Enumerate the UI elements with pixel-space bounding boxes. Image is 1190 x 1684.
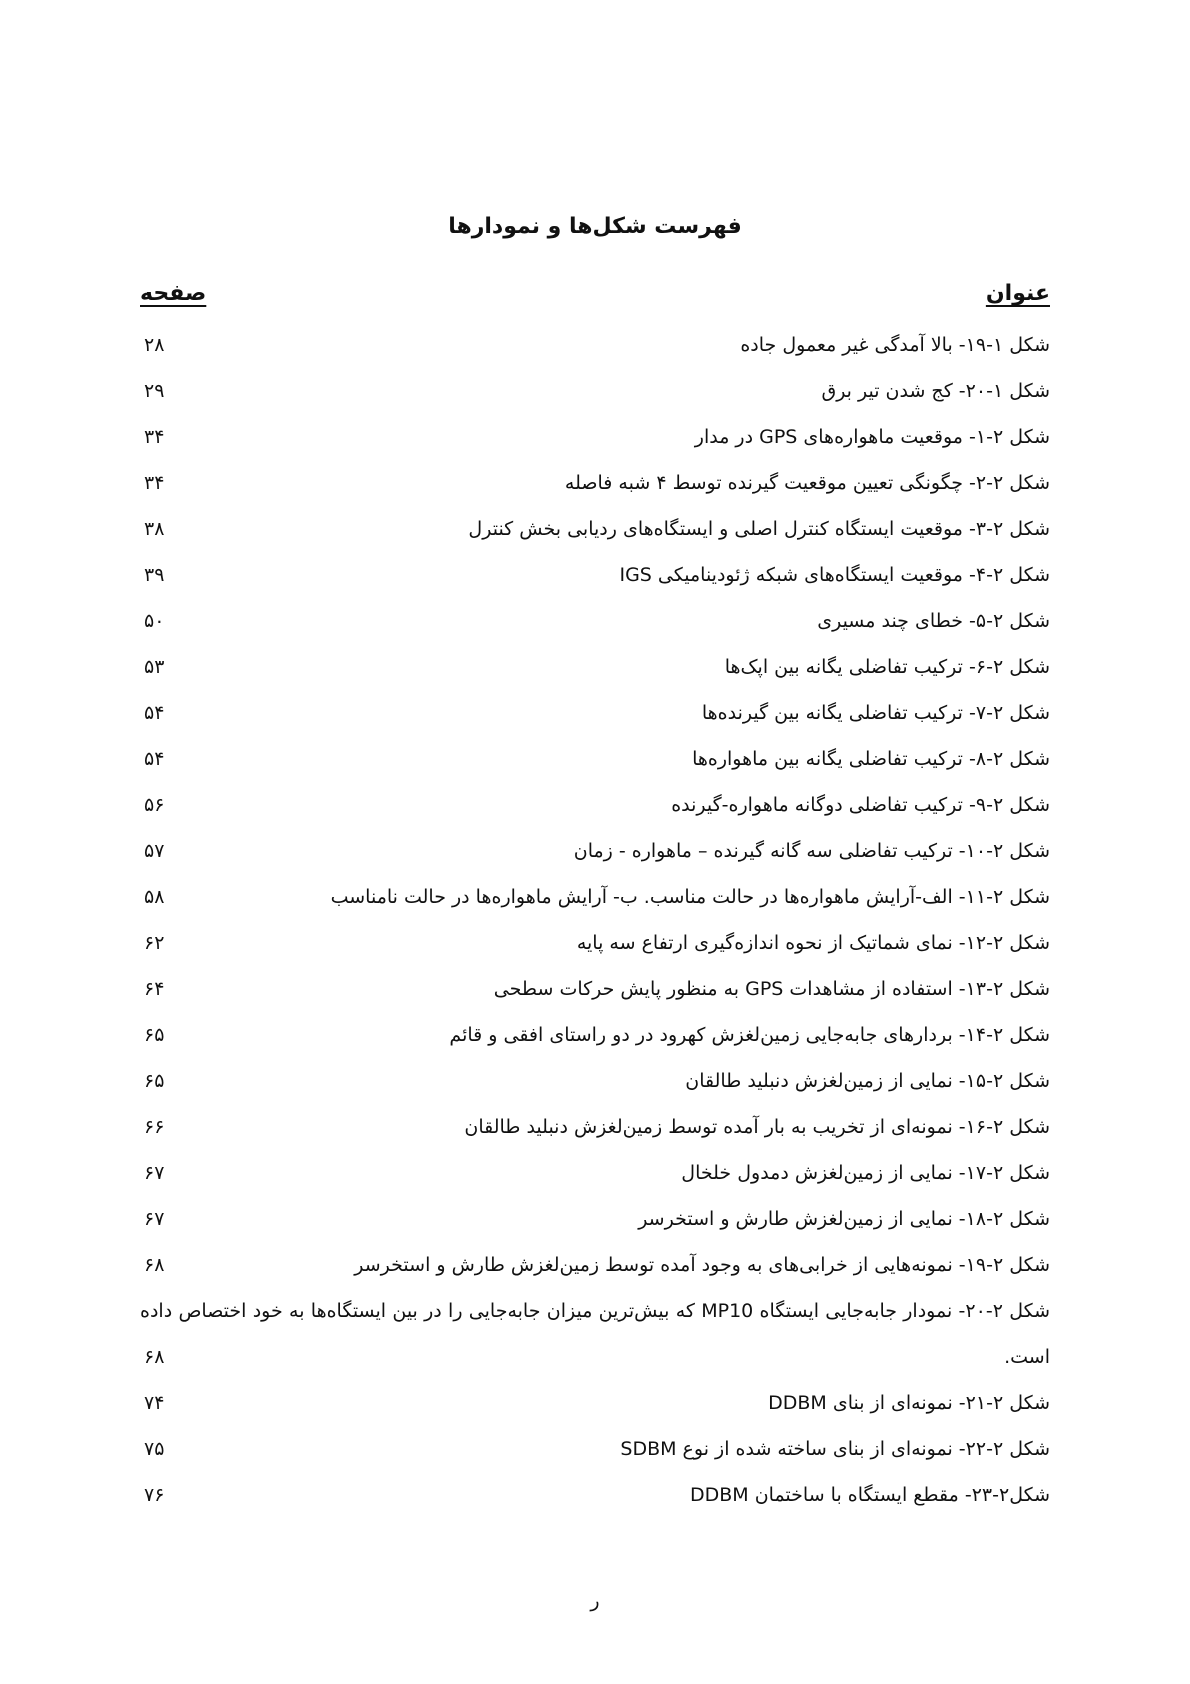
- figure-page-number: ۶۲: [144, 932, 165, 954]
- figure-caption: شکل ۱-۲۰- کج شدن تیر برق: [821, 380, 1050, 402]
- figure-page-number: ۶۴: [144, 978, 165, 1000]
- figure-caption: شکل ۲-۳- موقعیت ایستگاه کنترل اصلی و ایستگاه‌های ردیابی بخش کنترل: [468, 518, 1050, 540]
- figure-page-number: ۶۵: [144, 1070, 165, 1092]
- list-item: [140, 1434, 1050, 1480]
- figure-caption: شکل ۲-۱۴- بردارهای جابه‌جایی زمین‌لغزش کهرود در دو راستای افقی و قائم: [449, 1024, 1050, 1046]
- figure-page-number: ۷۵: [144, 1438, 165, 1460]
- figure-page-number: ۲۸: [144, 334, 165, 356]
- figure-caption: شکل ۲-۷- ترکیب تفاضلی یگانه بین گیرنده‌ها: [701, 702, 1050, 724]
- figure-page-number: ۵۰: [144, 610, 165, 632]
- figure-caption: شکل ۲-۲۱- نمونه‌ای از بنای DDBM: [768, 1392, 1050, 1414]
- figure-caption: شکل ۲-۱۵- نمایی از زمین‌لغزش دنبلید طالقان: [685, 1070, 1050, 1092]
- list-item: [140, 1020, 1050, 1066]
- figure-page-number: ۳۹: [144, 564, 165, 586]
- list-item: [140, 1480, 1050, 1526]
- figure-page-number: ۶۵: [144, 1024, 165, 1046]
- figure-caption: شکل ۲-۶- ترکیب تفاضلی یگانه بین اپک‌ها: [724, 656, 1050, 678]
- list-item: [140, 514, 1050, 560]
- figure-caption: شکل ۲-۱۱- الف-آرایش ماهواره‌ها در حالت مناسب. ب- آرایش ماهواره‌ها در حالت نامناسب: [330, 886, 1050, 908]
- list-item: [140, 836, 1050, 882]
- figure-page-number: ۵۷: [144, 840, 165, 862]
- figure-page-number: ۶۷: [144, 1162, 165, 1184]
- list-item: [140, 652, 1050, 698]
- figure-caption: شکل ۱-۱۹- بالا آمدگی غیر معمول جاده: [740, 334, 1050, 356]
- list-item: [140, 1112, 1050, 1158]
- list-item: [140, 560, 1050, 606]
- figure-caption: شکل ۲-۲۲- نمونه‌ای از بنای ساخته شده از نوع SDBM: [620, 1438, 1050, 1460]
- figure-caption: شکل ۲-۱۹- نمونه‌هایی از خرابی‌های به وجود آمده توسط زمین‌لغزش طارش و استخرسر: [354, 1254, 1050, 1276]
- figure-page-number: ۶۷: [144, 1208, 165, 1230]
- list-item: [140, 376, 1050, 422]
- list-item: [140, 330, 1050, 376]
- figure-page-number: ۵۳: [144, 656, 165, 678]
- figure-page-number: ۳۸: [144, 518, 165, 540]
- figure-caption: شکل ۲-۱۷- نمایی از زمین‌لغزش دمدول خلخال: [681, 1162, 1050, 1184]
- toc-header: [140, 281, 1050, 315]
- list-item: [140, 1158, 1050, 1204]
- page-column-header: صفحه: [140, 281, 207, 306]
- figure-caption: شکل ۲-۲۰- نمودار جابه‌جایی ایستگاه MP10 که بیش‌ترین میزان جابه‌جایی را در بین ایستگاه‌ها به خود اختصاص داده است.: [140, 1300, 1050, 1368]
- page-title: فهرست شکل‌ها و نمودارها: [448, 214, 742, 239]
- page-number: ر: [590, 1590, 600, 1612]
- figure-caption: شکل ۲-۴- موقعیت ایستگاه‌های شبکه ژئودینامیکی IGS: [619, 564, 1050, 586]
- list-item: [140, 974, 1050, 1020]
- list-item: [140, 928, 1050, 974]
- figure-caption: شکل ۲-۱۳- استفاده از مشاهدات GPS به منظور پایش حرکات سطحی: [493, 978, 1050, 1000]
- list-item: [140, 468, 1050, 514]
- list-item: [140, 606, 1050, 652]
- figure-page-number: ۵۸: [144, 886, 165, 908]
- figure-page-number: ۵۴: [144, 702, 165, 724]
- list-item: [140, 744, 1050, 790]
- figure-caption: شکل ۲-۱۲- نمای شماتیک از نحوه اندازه‌گیری ارتفاع سه پایه: [576, 932, 1050, 954]
- figure-page-number: ۳۴: [144, 472, 165, 494]
- figure-page-number: ۶۸: [144, 1254, 165, 1276]
- figure-caption: شکل ۲-۲- چگونگی تعیین موقعیت گیرنده توسط ۴ شبه فاصله: [564, 472, 1050, 494]
- title-column-header: عنوان: [985, 281, 1050, 306]
- list-item: [140, 422, 1050, 468]
- figure-caption: شکل ۲-۵- خطای چند مسیری: [817, 610, 1050, 632]
- figure-page-number: ۲۹: [144, 380, 165, 402]
- list-item: [140, 1204, 1050, 1250]
- figure-page-number: ۵۴: [144, 748, 165, 770]
- figure-page-number: ۷۶: [144, 1484, 165, 1506]
- figure-caption: شکل۲-۲۳- مقطع ایستگاه با ساختمان DDBM: [689, 1484, 1050, 1506]
- figure-caption: شکل ۲-۱- موقعیت ماهواره‌های GPS در مدار: [694, 426, 1050, 448]
- list-item: [140, 1296, 1050, 1388]
- figure-caption: شکل ۲-۱۶- نمونه‌ای از تخریب به بار آمده توسط زمین‌لغزش دنبلید طالقان: [464, 1116, 1050, 1138]
- list-item: [140, 882, 1050, 928]
- figure-page-number: ۶۶: [144, 1116, 165, 1138]
- figure-page-number: ۷۴: [144, 1392, 165, 1414]
- list-item: [140, 1388, 1050, 1434]
- figure-page-number: ۶۸: [144, 1346, 165, 1368]
- figure-caption: شکل ۲-۱۸- نمایی از زمین‌لغزش طارش و استخرسر: [638, 1208, 1050, 1230]
- figure-caption: شکل ۲-۱۰- ترکیب تفاضلی سه گانه گیرنده – ماهواره - زمان: [573, 840, 1050, 862]
- list-item: [140, 698, 1050, 744]
- list-item: [140, 1066, 1050, 1112]
- figure-list: [140, 330, 1050, 1526]
- list-item: [140, 790, 1050, 836]
- figure-page-number: ۵۶: [144, 794, 165, 816]
- figure-caption: شکل ۲-۸- ترکیب تفاضلی یگانه بین ماهواره‌ها: [692, 748, 1050, 770]
- figure-page-number: ۳۴: [144, 426, 165, 448]
- figure-caption: شکل ۲-۹- ترکیب تفاضلی دوگانه ماهواره-گیرنده: [671, 794, 1050, 816]
